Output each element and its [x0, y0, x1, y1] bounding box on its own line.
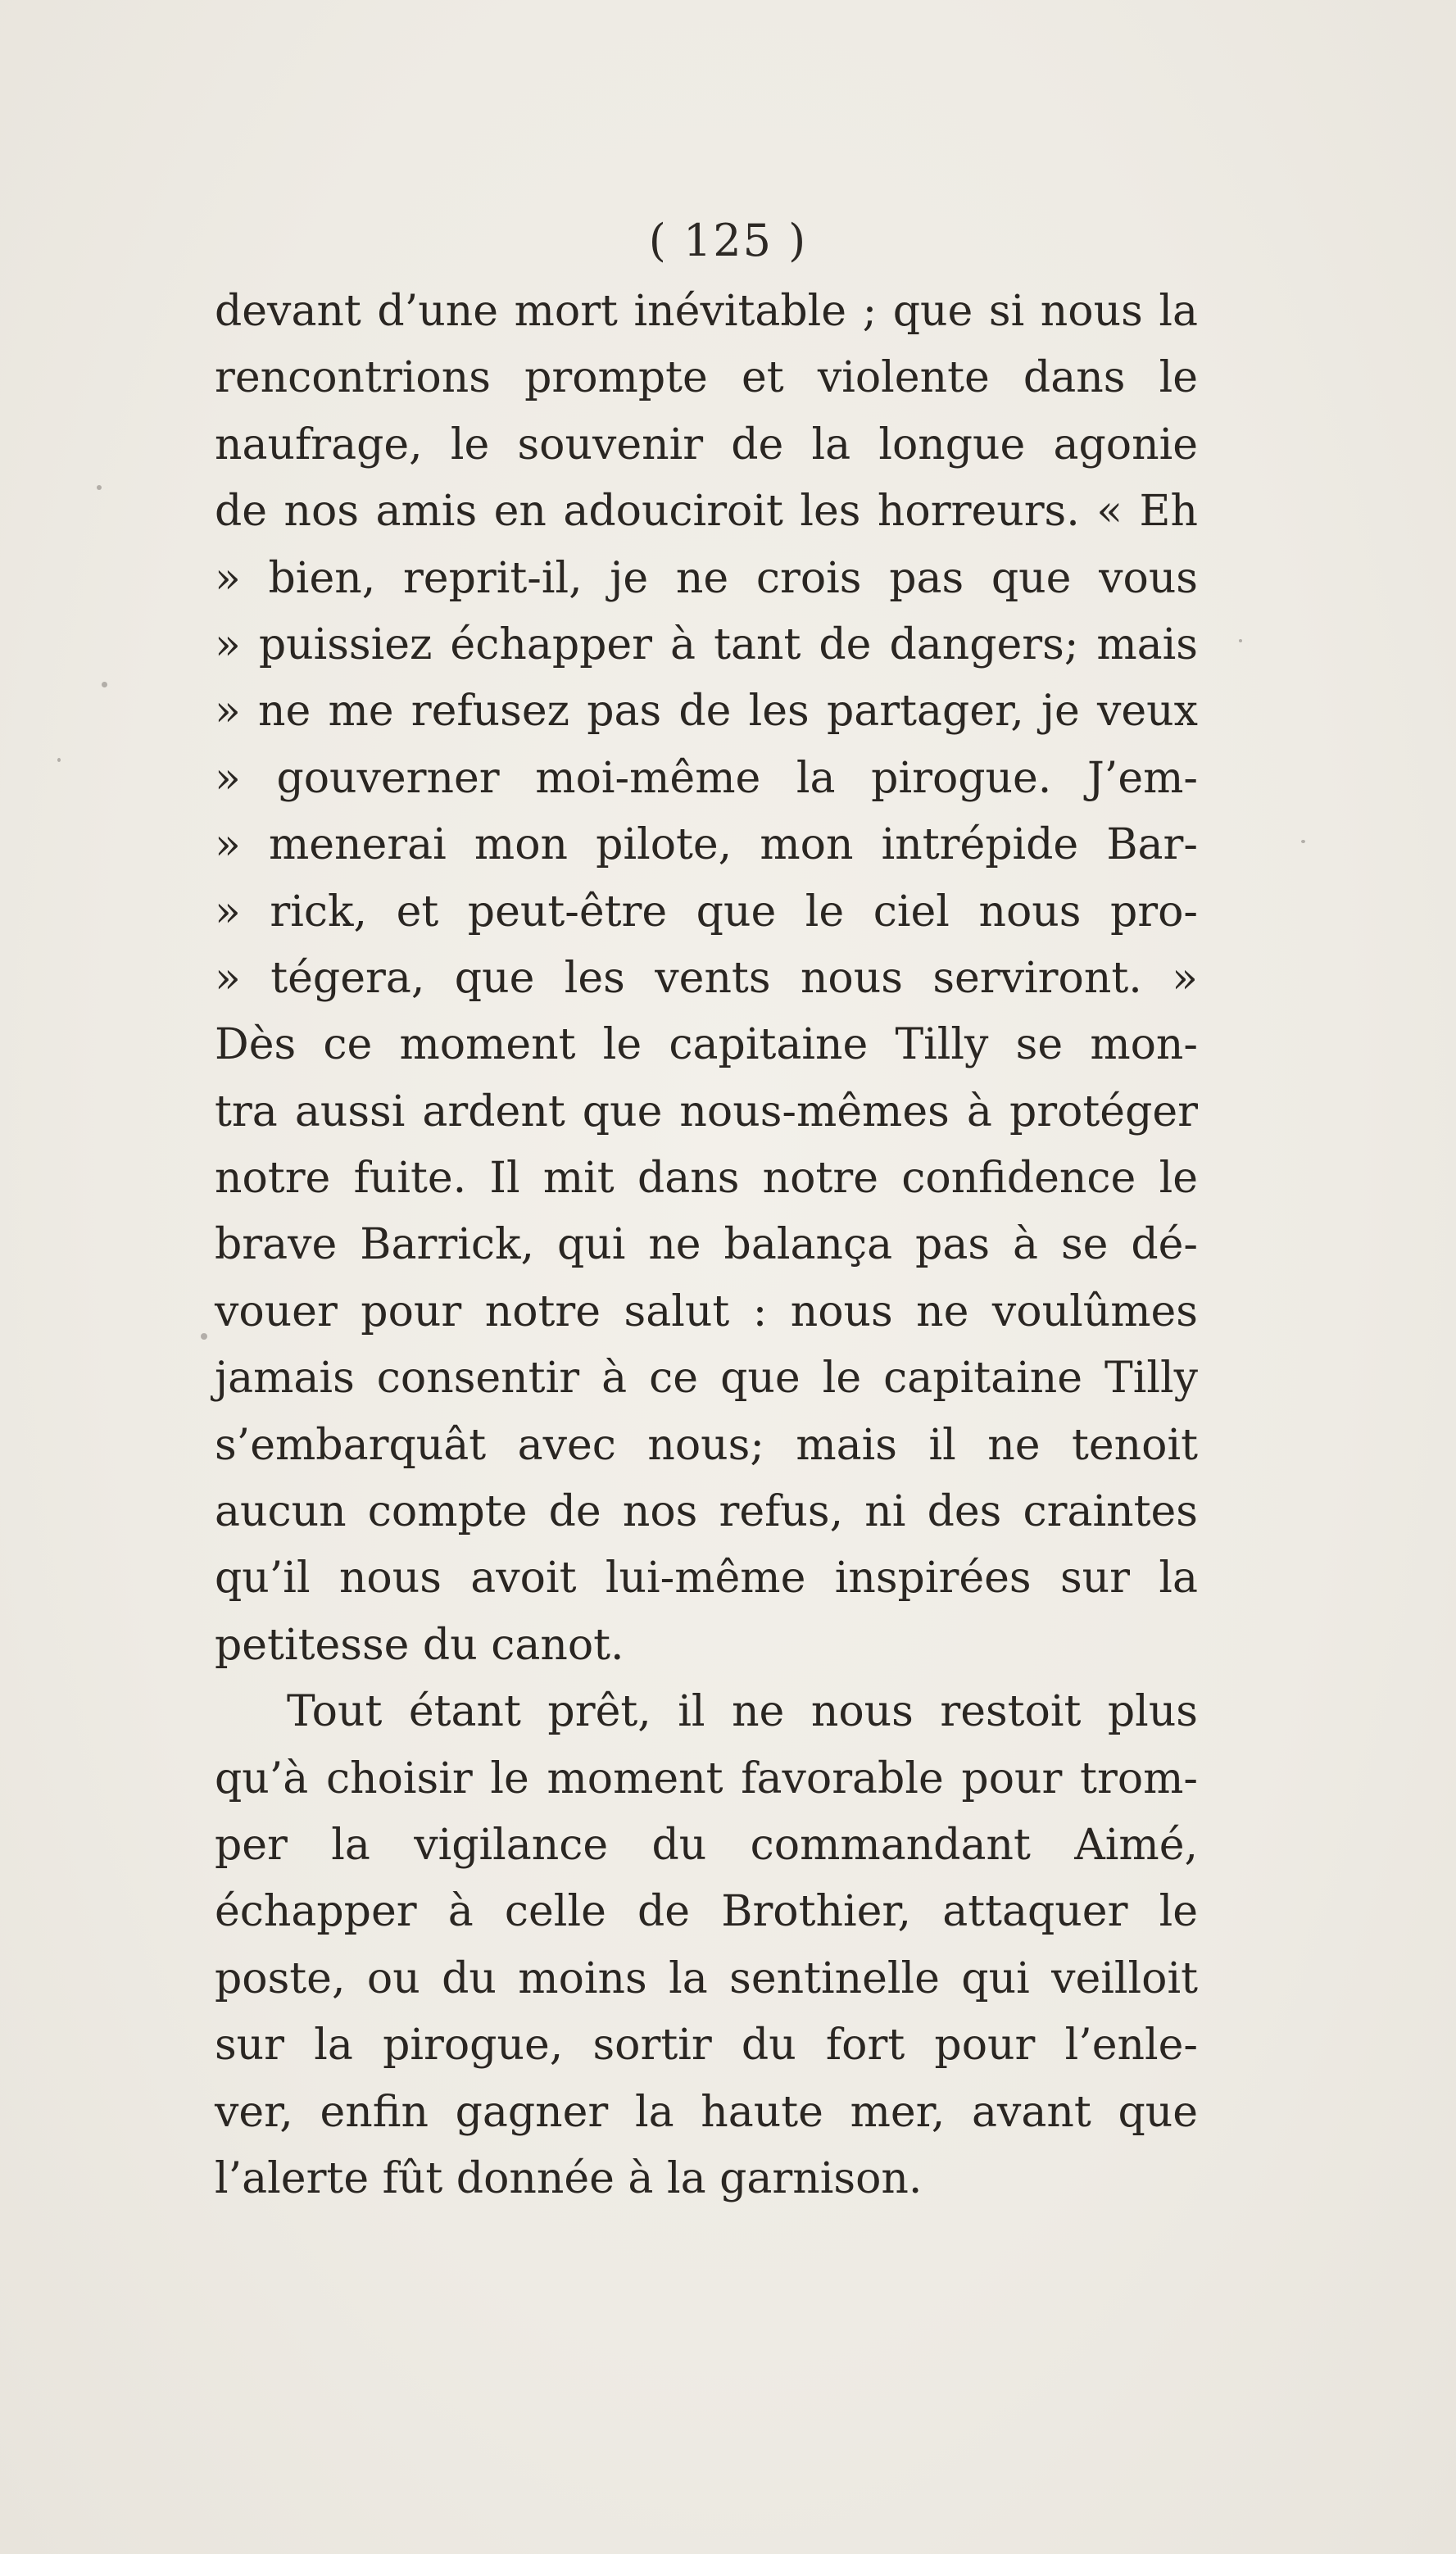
text-line: s’embarquât avec nous; mais il ne tenoit	[215, 1420, 1198, 1470]
text-line: sur la pirogue, sortir du fort pour l’enle-	[215, 2021, 1198, 2071]
paper-speck	[1301, 840, 1305, 843]
text-line: brave Barrick, qui ne balança pas à se dé-	[215, 1220, 1198, 1270]
text-line: Dès ce moment le capitaine Tilly se mon-	[215, 1020, 1198, 1070]
text-line: » tégera, que les vents nous serviront. »	[215, 953, 1198, 1003]
text-line: l’alerte fût donnée à la garnison.	[215, 2153, 923, 2203]
text-line: Tout étant prêt, il ne nous restoit plus	[287, 1687, 1198, 1737]
text-line: qu’à choisir le moment favorable pour trom-	[215, 1753, 1198, 1803]
paper-speck	[1239, 639, 1242, 642]
text-line: » menerai mon pilote, mon intrépide Bar-	[215, 820, 1198, 870]
text-line: qu’il nous avoit lui-même inspirées sur la	[215, 1554, 1198, 1604]
text-line: échapper à celle de Brothier, attaquer le	[215, 1887, 1198, 1937]
text-line: jamais consentir à ce que le capitaine Tilly	[215, 1354, 1198, 1404]
text-line: notre fuite. Il mit dans notre confidence le	[215, 1154, 1198, 1204]
page-number: ( 125 )	[648, 215, 808, 266]
text-line: rencontrions prompte et violente dans le	[215, 353, 1198, 403]
text-line: poste, ou du moins la sentinelle qui veilloit	[215, 1953, 1198, 2003]
text-line: tra aussi ardent que nous-mêmes à protéger	[215, 1086, 1198, 1136]
paper-speck	[57, 758, 61, 762]
text-line: » gouverner moi-même la pirogue. J’em-	[215, 753, 1198, 803]
text-line: » ne me refusez pas de les partager, je veux	[215, 687, 1198, 737]
text-line: naufrage, le souvenir de la longue agonie	[215, 420, 1198, 470]
text-line: » rick, et peut-être que le ciel nous pro-	[215, 887, 1198, 937]
paper-speck	[97, 485, 102, 490]
text-line: ver, enfin gagner la haute mer, avant que	[215, 2087, 1198, 2137]
text-line: devant d’une mort inévitable ; que si nous la	[215, 287, 1198, 336]
text-line: aucun compte de nos refus, ni des craintes	[215, 1487, 1198, 1537]
text-line: per la vigilance du commandant Aimé,	[215, 1820, 1198, 1870]
text-line: » puissiez échapper à tant de dangers; mais	[215, 619, 1198, 669]
paper-speck	[102, 682, 107, 687]
text-line: de nos amis en adouciroit les horreurs. « Eh	[215, 487, 1198, 537]
text-line: petitesse du canot.	[215, 1620, 624, 1670]
text-line: » bien, reprit-il, je ne crois pas que vous	[215, 553, 1198, 603]
text-line: vouer pour notre salut : nous ne voulûmes	[215, 1286, 1198, 1336]
body-text	[215, 279, 1198, 2212]
paper-speck	[201, 1333, 207, 1340]
